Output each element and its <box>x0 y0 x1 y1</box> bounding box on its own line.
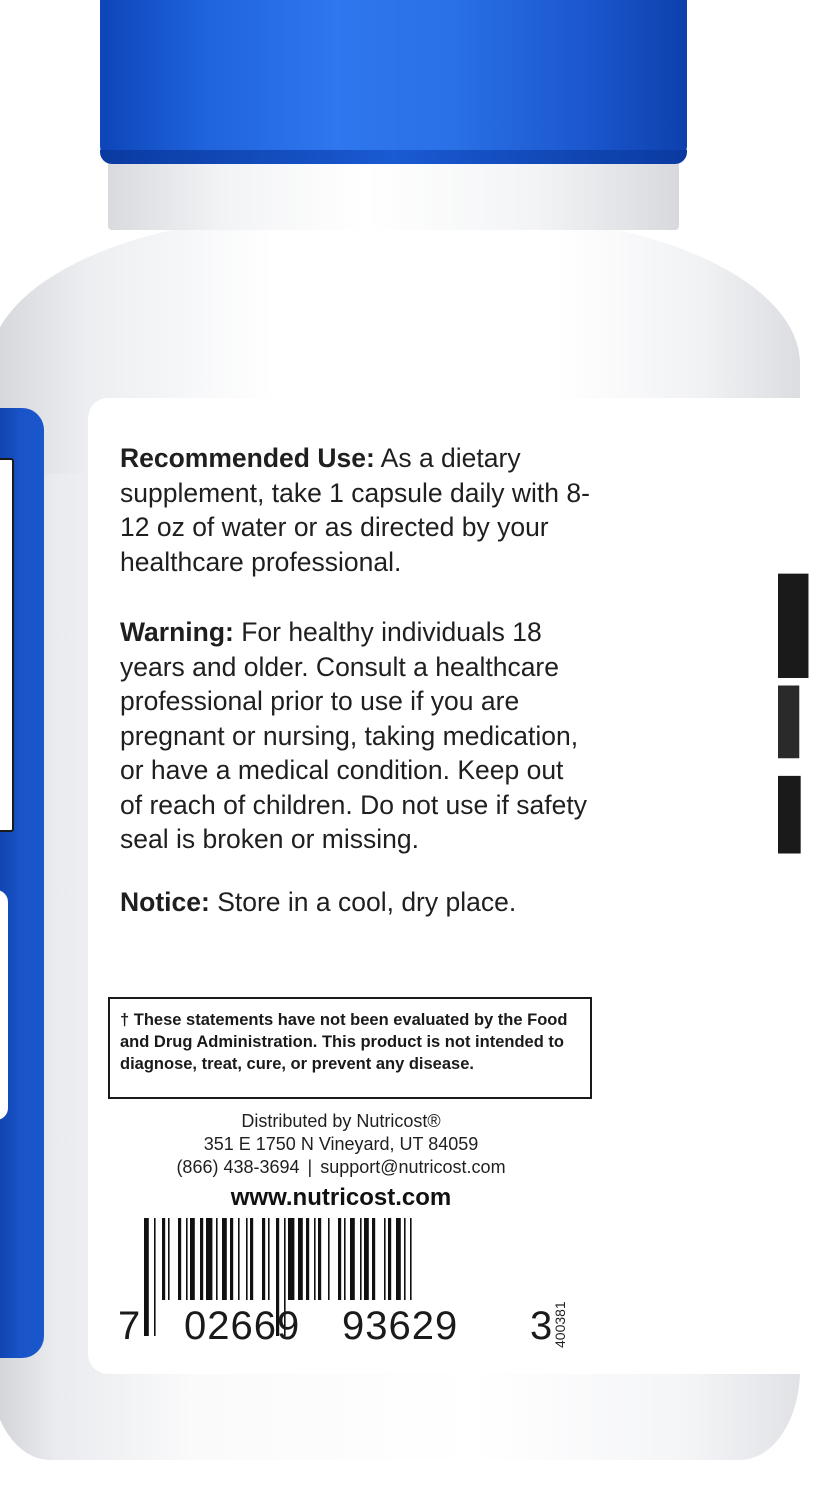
barcode-bar <box>388 1218 391 1300</box>
barcode-bar <box>206 1218 212 1300</box>
barcode-bar <box>186 1218 188 1300</box>
barcode-bar <box>396 1218 401 1300</box>
barcode-bar <box>364 1218 369 1300</box>
barcode-bar <box>384 1218 386 1300</box>
barcode-bar <box>144 1218 149 1336</box>
barcode-bar <box>268 1218 270 1300</box>
fda-disclaimer-box: † These statements have not been evaluated by the Food and Drug Administration. This product is not intended to diagnose, treat, cure, or prevent any disease. <box>108 997 592 1099</box>
distributor-email: support@nutricost.com <box>320 1157 506 1177</box>
barcode-bar <box>350 1218 355 1300</box>
barcode-bar <box>298 1218 303 1300</box>
barcode-bar <box>344 1218 346 1300</box>
notice-heading: Notice: <box>120 887 210 917</box>
recommended-use-body: As a dietary supplement, take 1 capsule daily with 8-12 oz of water or as directed by your healthcare professional. <box>120 443 590 577</box>
bottle-cap <box>100 0 687 160</box>
barcode-bar <box>404 1218 406 1300</box>
warning-heading: Warning: <box>120 617 234 647</box>
barcode-bar <box>216 1218 218 1300</box>
distributor-contact <box>110 1156 572 1178</box>
bottle-neck <box>108 160 679 230</box>
barcode-bar <box>372 1218 375 1300</box>
barcode-bar <box>338 1218 341 1300</box>
barcode-left-digits: 02669 <box>184 1304 301 1348</box>
barcode-bar <box>162 1218 165 1300</box>
label-left-white-panel <box>0 890 8 1120</box>
label-right-edge-glyph: ▌ <box>778 575 839 671</box>
barcode-bar <box>222 1218 227 1300</box>
barcode-right-digits: 93629 <box>342 1304 459 1348</box>
barcode-bar <box>318 1218 321 1300</box>
barcode-side-code: 400381 <box>552 1301 568 1348</box>
notice-body: Store in a cool, dry place. <box>209 887 517 917</box>
warning-body: For healthy individuals 18 years and older. Consult a healthcare professional prior to use if you are pregnant or nursing, taking medication, or have a medical condition. Keep out of reach of children. Do not use if safety seal is broken or missing. <box>120 617 587 854</box>
barcode-first-digit: 7 <box>118 1304 142 1348</box>
barcode-bar <box>200 1218 203 1300</box>
distributor-phone: (866) 438-3694 <box>176 1157 300 1177</box>
barcode-last-digit: 3 <box>530 1304 554 1348</box>
barcode-bar <box>250 1218 253 1300</box>
barcode-bar <box>238 1218 240 1300</box>
barcode-bar <box>360 1218 362 1300</box>
label-right-edge-glyph: ▌ <box>778 776 824 848</box>
barcode-bar <box>410 1218 412 1300</box>
barcode-bar <box>154 1218 156 1336</box>
barcode-bar <box>190 1218 195 1300</box>
barcode-bar <box>314 1218 316 1300</box>
barcode-bar <box>178 1218 181 1300</box>
recommended-use-text <box>120 441 590 579</box>
bottle-cap-rim <box>100 150 687 164</box>
distributor-name: Distributed by Nutricost® <box>241 1111 441 1131</box>
barcode-bar <box>288 1218 294 1300</box>
recommended-use-heading: Recommended Use: <box>120 443 375 473</box>
label-right-edge-glyph: ▌ <box>778 686 821 753</box>
barcode-bar <box>168 1218 170 1300</box>
warning-text <box>120 615 590 857</box>
barcode-bar <box>246 1218 248 1300</box>
barcode-bar <box>262 1218 265 1300</box>
distributor-address: 351 E 1750 N Vineyard, UT 84059 <box>203 1134 479 1154</box>
supplement-facts-panel-edge <box>0 458 14 832</box>
barcode-bar <box>328 1218 330 1300</box>
website-url: www.nutricost.com <box>230 1184 452 1211</box>
barcode-bar <box>230 1218 233 1300</box>
contact-separator: | <box>307 1157 313 1177</box>
barcode-bar <box>306 1218 309 1300</box>
notice-text <box>120 885 590 920</box>
